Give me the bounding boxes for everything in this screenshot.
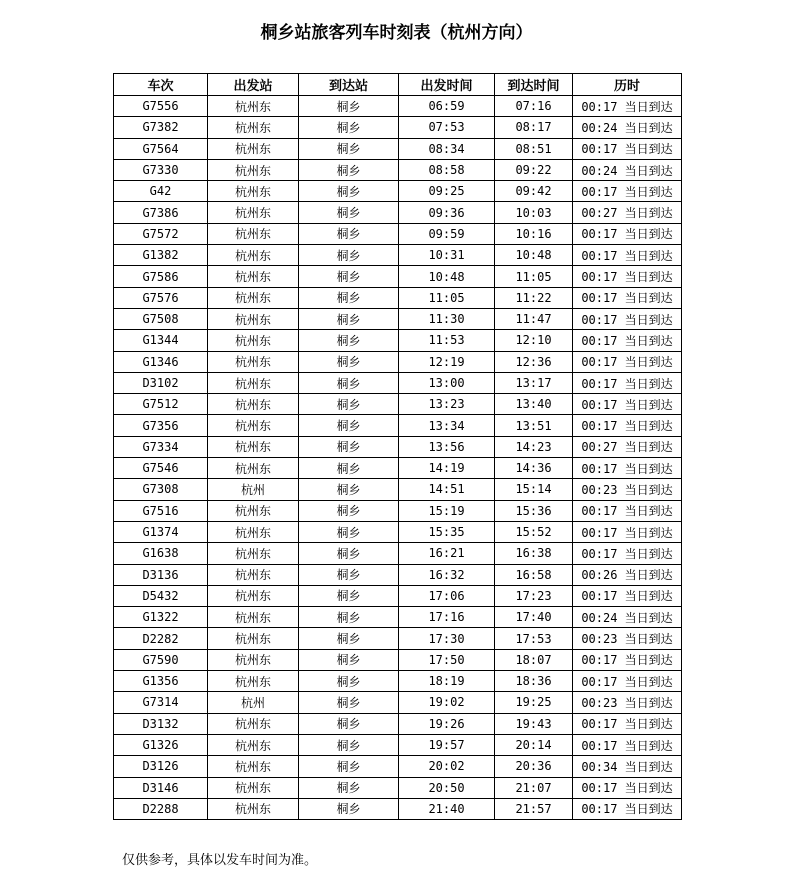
arrival-time: 13:51 [495, 415, 573, 436]
arrival-station: 桐乡 [299, 223, 399, 244]
departure-station: 杭州东 [208, 543, 299, 564]
arrival-station: 桐乡 [299, 479, 399, 500]
duration: 00:17 当日到达 [573, 458, 682, 479]
departure-time: 11:53 [399, 330, 495, 351]
arrival-station: 桐乡 [299, 628, 399, 649]
train-number: G1382 [114, 245, 208, 266]
train-number: G1356 [114, 671, 208, 692]
table-row [114, 415, 682, 436]
departure-station: 杭州东 [208, 415, 299, 436]
duration: 00:27 当日到达 [573, 436, 682, 457]
arrival-station: 桐乡 [299, 500, 399, 521]
table-row [114, 521, 682, 542]
departure-station: 杭州 [208, 479, 299, 500]
arrival-station: 桐乡 [299, 607, 399, 628]
arrival-station: 桐乡 [299, 671, 399, 692]
departure-time: 19:57 [399, 734, 495, 755]
arrival-station: 桐乡 [299, 415, 399, 436]
train-number: D3102 [114, 372, 208, 393]
train-number: G7314 [114, 692, 208, 713]
arrival-time: 10:03 [495, 202, 573, 223]
departure-station: 杭州东 [208, 96, 299, 117]
arrival-time: 08:51 [495, 138, 573, 159]
arrival-station: 桐乡 [299, 436, 399, 457]
table-row [114, 585, 682, 606]
arrival-time: 09:42 [495, 181, 573, 202]
departure-station: 杭州东 [208, 223, 299, 244]
departure-station: 杭州东 [208, 330, 299, 351]
duration: 00:17 当日到达 [573, 415, 682, 436]
departure-time: 07:53 [399, 117, 495, 138]
duration: 00:17 当日到达 [573, 649, 682, 670]
train-number: G7508 [114, 308, 208, 329]
table-row [114, 756, 682, 777]
arrival-time: 10:48 [495, 245, 573, 266]
departure-station: 杭州东 [208, 734, 299, 755]
arrival-time: 16:58 [495, 564, 573, 585]
table-row [114, 266, 682, 287]
header-to: 到达站 [299, 74, 399, 96]
table-row [114, 330, 682, 351]
table-row [114, 713, 682, 734]
train-number: G7330 [114, 159, 208, 180]
departure-time: 09:36 [399, 202, 495, 223]
departure-station: 杭州东 [208, 287, 299, 308]
header-depart: 出发时间 [399, 74, 495, 96]
departure-station: 杭州东 [208, 351, 299, 372]
departure-time: 14:19 [399, 458, 495, 479]
table-row [114, 138, 682, 159]
duration: 00:17 当日到达 [573, 777, 682, 798]
duration: 00:17 当日到达 [573, 223, 682, 244]
arrival-station: 桐乡 [299, 458, 399, 479]
duration: 00:17 当日到达 [573, 585, 682, 606]
departure-station: 杭州东 [208, 308, 299, 329]
departure-station: 杭州东 [208, 777, 299, 798]
duration: 00:17 当日到达 [573, 266, 682, 287]
arrival-station: 桐乡 [299, 159, 399, 180]
departure-time: 10:48 [399, 266, 495, 287]
table-row [114, 500, 682, 521]
departure-time: 09:59 [399, 223, 495, 244]
arrival-time: 17:53 [495, 628, 573, 649]
table-row [114, 543, 682, 564]
train-number: D3146 [114, 777, 208, 798]
departure-time: 08:58 [399, 159, 495, 180]
departure-time: 20:50 [399, 777, 495, 798]
duration: 00:17 当日到达 [573, 713, 682, 734]
train-number: G7334 [114, 436, 208, 457]
table-row [114, 734, 682, 755]
table-row [114, 117, 682, 138]
departure-time: 19:26 [399, 713, 495, 734]
arrival-time: 21:07 [495, 777, 573, 798]
arrival-station: 桐乡 [299, 287, 399, 308]
duration: 00:17 当日到达 [573, 96, 682, 117]
departure-station: 杭州东 [208, 117, 299, 138]
arrival-time: 13:40 [495, 394, 573, 415]
arrival-time: 19:43 [495, 713, 573, 734]
departure-time: 13:56 [399, 436, 495, 457]
arrival-time: 10:16 [495, 223, 573, 244]
arrival-station: 桐乡 [299, 521, 399, 542]
departure-station: 杭州东 [208, 159, 299, 180]
table-row [114, 798, 682, 819]
duration: 00:17 当日到达 [573, 330, 682, 351]
train-number: D2282 [114, 628, 208, 649]
arrival-time: 12:10 [495, 330, 573, 351]
departure-time: 16:32 [399, 564, 495, 585]
departure-station: 杭州东 [208, 458, 299, 479]
train-number: G1638 [114, 543, 208, 564]
duration: 00:23 当日到达 [573, 479, 682, 500]
duration: 00:17 当日到达 [573, 500, 682, 521]
train-number: G1346 [114, 351, 208, 372]
train-number: G42 [114, 181, 208, 202]
arrival-time: 15:36 [495, 500, 573, 521]
duration: 00:27 当日到达 [573, 202, 682, 223]
arrival-time: 21:57 [495, 798, 573, 819]
arrival-time: 11:22 [495, 287, 573, 308]
train-number: D3126 [114, 756, 208, 777]
footnote: 仅供参考，具体以发车时间为准。 [122, 853, 318, 868]
departure-station: 杭州东 [208, 245, 299, 266]
table-row [114, 159, 682, 180]
table-row [114, 372, 682, 393]
arrival-station: 桐乡 [299, 351, 399, 372]
train-number: G7308 [114, 479, 208, 500]
departure-time: 17:30 [399, 628, 495, 649]
departure-station: 杭州东 [208, 394, 299, 415]
header-arrive: 到达时间 [495, 74, 573, 96]
table-row [114, 692, 682, 713]
arrival-station: 桐乡 [299, 649, 399, 670]
train-number: G7546 [114, 458, 208, 479]
departure-time: 13:23 [399, 394, 495, 415]
table-row [114, 564, 682, 585]
duration: 00:24 当日到达 [573, 607, 682, 628]
table-row [114, 394, 682, 415]
duration: 00:26 当日到达 [573, 564, 682, 585]
train-number: G7572 [114, 223, 208, 244]
duration: 00:23 当日到达 [573, 628, 682, 649]
arrival-station: 桐乡 [299, 308, 399, 329]
table-row [114, 458, 682, 479]
table-row [114, 202, 682, 223]
train-number: G1344 [114, 330, 208, 351]
arrival-station: 桐乡 [299, 202, 399, 223]
departure-station: 杭州东 [208, 500, 299, 521]
arrival-station: 桐乡 [299, 798, 399, 819]
arrival-time: 15:14 [495, 479, 573, 500]
departure-time: 21:40 [399, 798, 495, 819]
departure-time: 14:51 [399, 479, 495, 500]
duration: 00:17 当日到达 [573, 245, 682, 266]
arrival-time: 13:17 [495, 372, 573, 393]
duration: 00:23 当日到达 [573, 692, 682, 713]
arrival-time: 18:07 [495, 649, 573, 670]
table-row [114, 287, 682, 308]
duration: 00:17 当日到达 [573, 138, 682, 159]
arrival-station: 桐乡 [299, 692, 399, 713]
duration: 00:17 当日到达 [573, 671, 682, 692]
departure-time: 11:05 [399, 287, 495, 308]
departure-station: 杭州东 [208, 436, 299, 457]
departure-station: 杭州东 [208, 649, 299, 670]
table-row [114, 245, 682, 266]
arrival-station: 桐乡 [299, 713, 399, 734]
duration: 00:17 当日到达 [573, 798, 682, 819]
train-number: G7564 [114, 138, 208, 159]
departure-station: 杭州东 [208, 585, 299, 606]
table-row [114, 628, 682, 649]
arrival-time: 14:23 [495, 436, 573, 457]
train-number: G7512 [114, 394, 208, 415]
table-row [114, 607, 682, 628]
departure-station: 杭州东 [208, 564, 299, 585]
arrival-time: 16:38 [495, 543, 573, 564]
arrival-time: 15:52 [495, 521, 573, 542]
departure-station: 杭州东 [208, 628, 299, 649]
departure-time: 09:25 [399, 181, 495, 202]
arrival-station: 桐乡 [299, 330, 399, 351]
train-number: G1374 [114, 521, 208, 542]
departure-time: 17:50 [399, 649, 495, 670]
arrival-station: 桐乡 [299, 756, 399, 777]
arrival-station: 桐乡 [299, 245, 399, 266]
departure-station: 杭州东 [208, 372, 299, 393]
train-number: G7586 [114, 266, 208, 287]
train-number: D5432 [114, 585, 208, 606]
arrival-station: 桐乡 [299, 117, 399, 138]
table-row [114, 181, 682, 202]
table-row [114, 308, 682, 329]
arrival-time: 14:36 [495, 458, 573, 479]
page-title: 桐乡站旅客列车时刻表（杭州方向） [260, 23, 533, 43]
arrival-station: 桐乡 [299, 734, 399, 755]
table-row [114, 223, 682, 244]
timetable [113, 73, 682, 820]
departure-time: 13:34 [399, 415, 495, 436]
departure-station: 杭州东 [208, 607, 299, 628]
train-number: D3136 [114, 564, 208, 585]
departure-station: 杭州东 [208, 521, 299, 542]
train-number: G7386 [114, 202, 208, 223]
duration: 00:17 当日到达 [573, 308, 682, 329]
arrival-time: 18:36 [495, 671, 573, 692]
arrival-time: 09:22 [495, 159, 573, 180]
arrival-time: 17:23 [495, 585, 573, 606]
departure-time: 08:34 [399, 138, 495, 159]
duration: 00:17 当日到达 [573, 287, 682, 308]
table-row [114, 649, 682, 670]
duration: 00:17 当日到达 [573, 543, 682, 564]
departure-time: 06:59 [399, 96, 495, 117]
duration: 00:17 当日到达 [573, 734, 682, 755]
table-row [114, 671, 682, 692]
duration: 00:17 当日到达 [573, 181, 682, 202]
duration: 00:17 当日到达 [573, 394, 682, 415]
train-number: G7382 [114, 117, 208, 138]
header-duration: 历时 [573, 74, 682, 96]
arrival-time: 20:14 [495, 734, 573, 755]
departure-time: 20:02 [399, 756, 495, 777]
departure-time: 12:19 [399, 351, 495, 372]
train-number: G1322 [114, 607, 208, 628]
duration: 00:34 当日到达 [573, 756, 682, 777]
table-row [114, 96, 682, 117]
departure-station: 杭州东 [208, 181, 299, 202]
train-number: G7356 [114, 415, 208, 436]
departure-time: 11:30 [399, 308, 495, 329]
departure-station: 杭州 [208, 692, 299, 713]
train-number: G7590 [114, 649, 208, 670]
table-row [114, 436, 682, 457]
departure-time: 17:16 [399, 607, 495, 628]
arrival-station: 桐乡 [299, 372, 399, 393]
departure-time: 18:19 [399, 671, 495, 692]
arrival-station: 桐乡 [299, 585, 399, 606]
train-number: G7576 [114, 287, 208, 308]
departure-station: 杭州东 [208, 671, 299, 692]
arrival-time: 20:36 [495, 756, 573, 777]
arrival-time: 12:36 [495, 351, 573, 372]
departure-station: 杭州东 [208, 138, 299, 159]
table-row [114, 479, 682, 500]
arrival-station: 桐乡 [299, 564, 399, 585]
duration: 00:24 当日到达 [573, 159, 682, 180]
departure-time: 15:35 [399, 521, 495, 542]
duration: 00:24 当日到达 [573, 117, 682, 138]
departure-time: 13:00 [399, 372, 495, 393]
train-number: G7516 [114, 500, 208, 521]
header-row [114, 74, 682, 96]
train-number: G1326 [114, 734, 208, 755]
train-number: G7556 [114, 96, 208, 117]
duration: 00:17 当日到达 [573, 372, 682, 393]
departure-station: 杭州东 [208, 713, 299, 734]
departure-station: 杭州东 [208, 266, 299, 287]
departure-time: 15:19 [399, 500, 495, 521]
duration: 00:17 当日到达 [573, 351, 682, 372]
train-number: D2288 [114, 798, 208, 819]
departure-station: 杭州东 [208, 798, 299, 819]
arrival-station: 桐乡 [299, 138, 399, 159]
table-row [114, 351, 682, 372]
arrival-station: 桐乡 [299, 394, 399, 415]
header-train: 车次 [114, 74, 208, 96]
train-number: D3132 [114, 713, 208, 734]
arrival-time: 08:17 [495, 117, 573, 138]
arrival-time: 07:16 [495, 96, 573, 117]
departure-station: 杭州东 [208, 202, 299, 223]
departure-station: 杭州东 [208, 756, 299, 777]
departure-time: 19:02 [399, 692, 495, 713]
header-from: 出发站 [208, 74, 299, 96]
arrival-time: 11:05 [495, 266, 573, 287]
arrival-station: 桐乡 [299, 543, 399, 564]
arrival-time: 17:40 [495, 607, 573, 628]
arrival-time: 19:25 [495, 692, 573, 713]
departure-time: 16:21 [399, 543, 495, 564]
arrival-station: 桐乡 [299, 96, 399, 117]
duration: 00:17 当日到达 [573, 521, 682, 542]
arrival-station: 桐乡 [299, 181, 399, 202]
arrival-station: 桐乡 [299, 266, 399, 287]
departure-time: 17:06 [399, 585, 495, 606]
table-row [114, 777, 682, 798]
departure-time: 10:31 [399, 245, 495, 266]
arrival-time: 11:47 [495, 308, 573, 329]
arrival-station: 桐乡 [299, 777, 399, 798]
